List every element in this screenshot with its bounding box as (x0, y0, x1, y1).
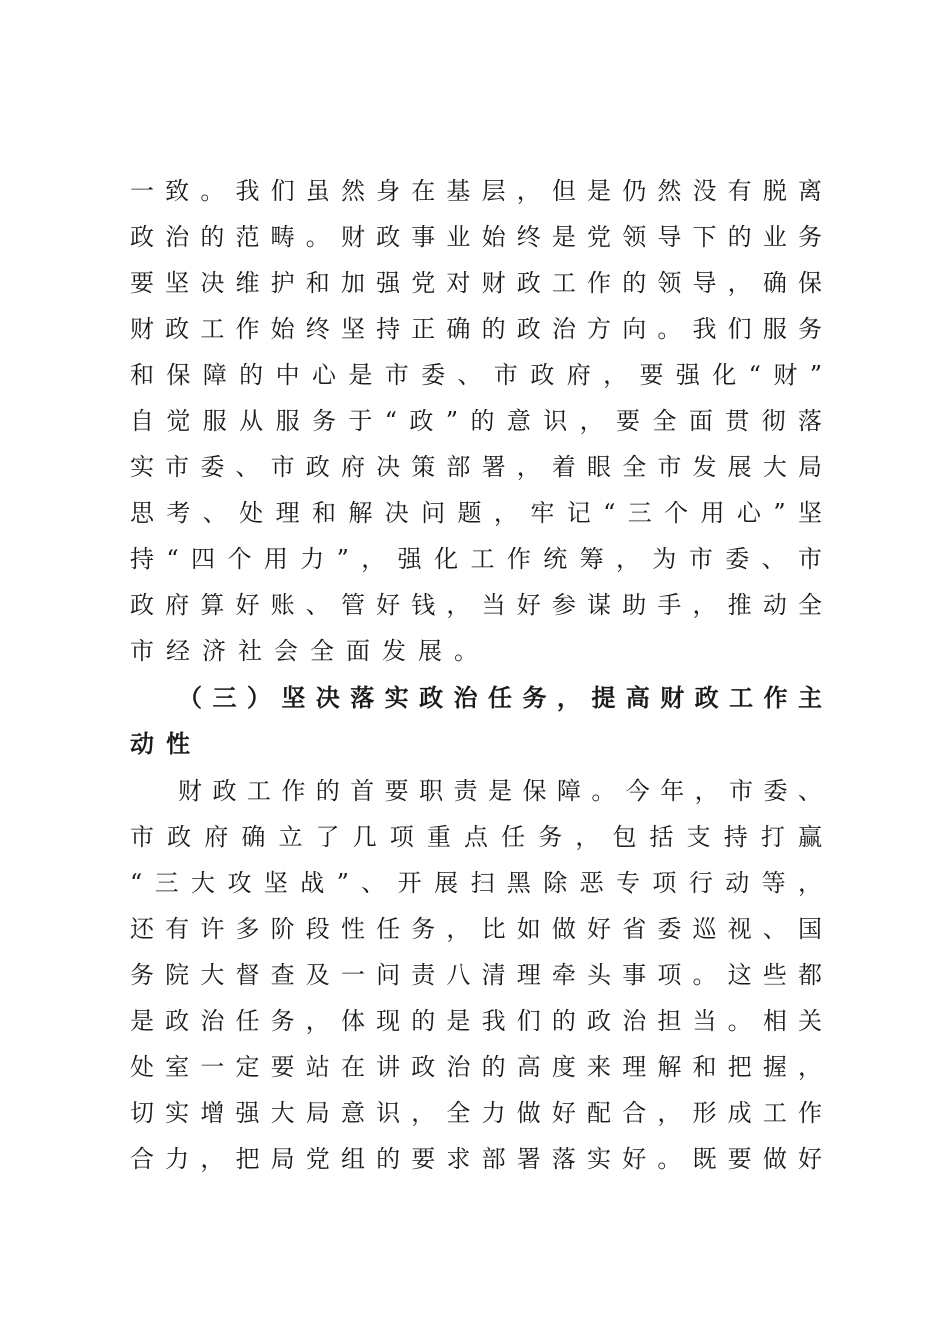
text-line: 持“四个用力”，强化工作统筹，为市委、市 (130, 545, 822, 573)
text-line: 务院大督查及一问责八清理牵头事项。这些都 (130, 961, 822, 989)
text-line: 一致。我们虽然身在基层，但是仍然没有脱离 (130, 177, 822, 205)
text-line: 还有许多阶段性任务，比如做好省委巡视、国 (130, 915, 822, 943)
text-line: “三大攻坚战”、开展扫黑除恶专项行动等， (130, 869, 822, 897)
text-line: 思考、处理和解决问题，牢记“三个用心”坚 (130, 499, 822, 527)
text-line: 实市委、市政府决策部署，着眼全市发展大局 (130, 453, 822, 481)
text-line: 政府算好账、管好钱，当好参谋助手，推动全 (130, 591, 822, 619)
text-line: 和保障的中心是市委、市政府，要强化“财” (130, 361, 822, 389)
text-line: 要坚决维护和加强党对财政工作的领导，确保 (130, 269, 822, 297)
text-line: 政治的范畴。财政事业始终是党领导下的业务 (130, 223, 822, 251)
text-line: 财政工作始终坚持正确的政治方向。我们服务 (130, 315, 822, 343)
text-line: 财政工作的首要职责是保障。今年，市委、 (178, 777, 822, 805)
text-line: 切实增强大局意识，全力做好配合，形成工作 (130, 1099, 822, 1127)
text-line: 自觉服从服务于“政”的意识，要全面贯彻落 (130, 407, 822, 435)
section-heading-continued: 动性 (130, 729, 202, 758)
text-line: 是政治任务，体现的是我们的政治担当。相关 (130, 1007, 822, 1035)
text-line: 市经济社会全面发展。 (130, 637, 490, 665)
text-line: 市政府确立了几项重点任务，包括支持打赢 (130, 823, 822, 851)
text-line: 处室一定要站在讲政治的高度来理解和把握， (130, 1053, 822, 1081)
text-line: 合力，把局党组的要求部署落实好。既要做好 (130, 1145, 822, 1173)
section-heading: （三）坚决落实政治任务，提高财政工作主 (178, 683, 822, 712)
